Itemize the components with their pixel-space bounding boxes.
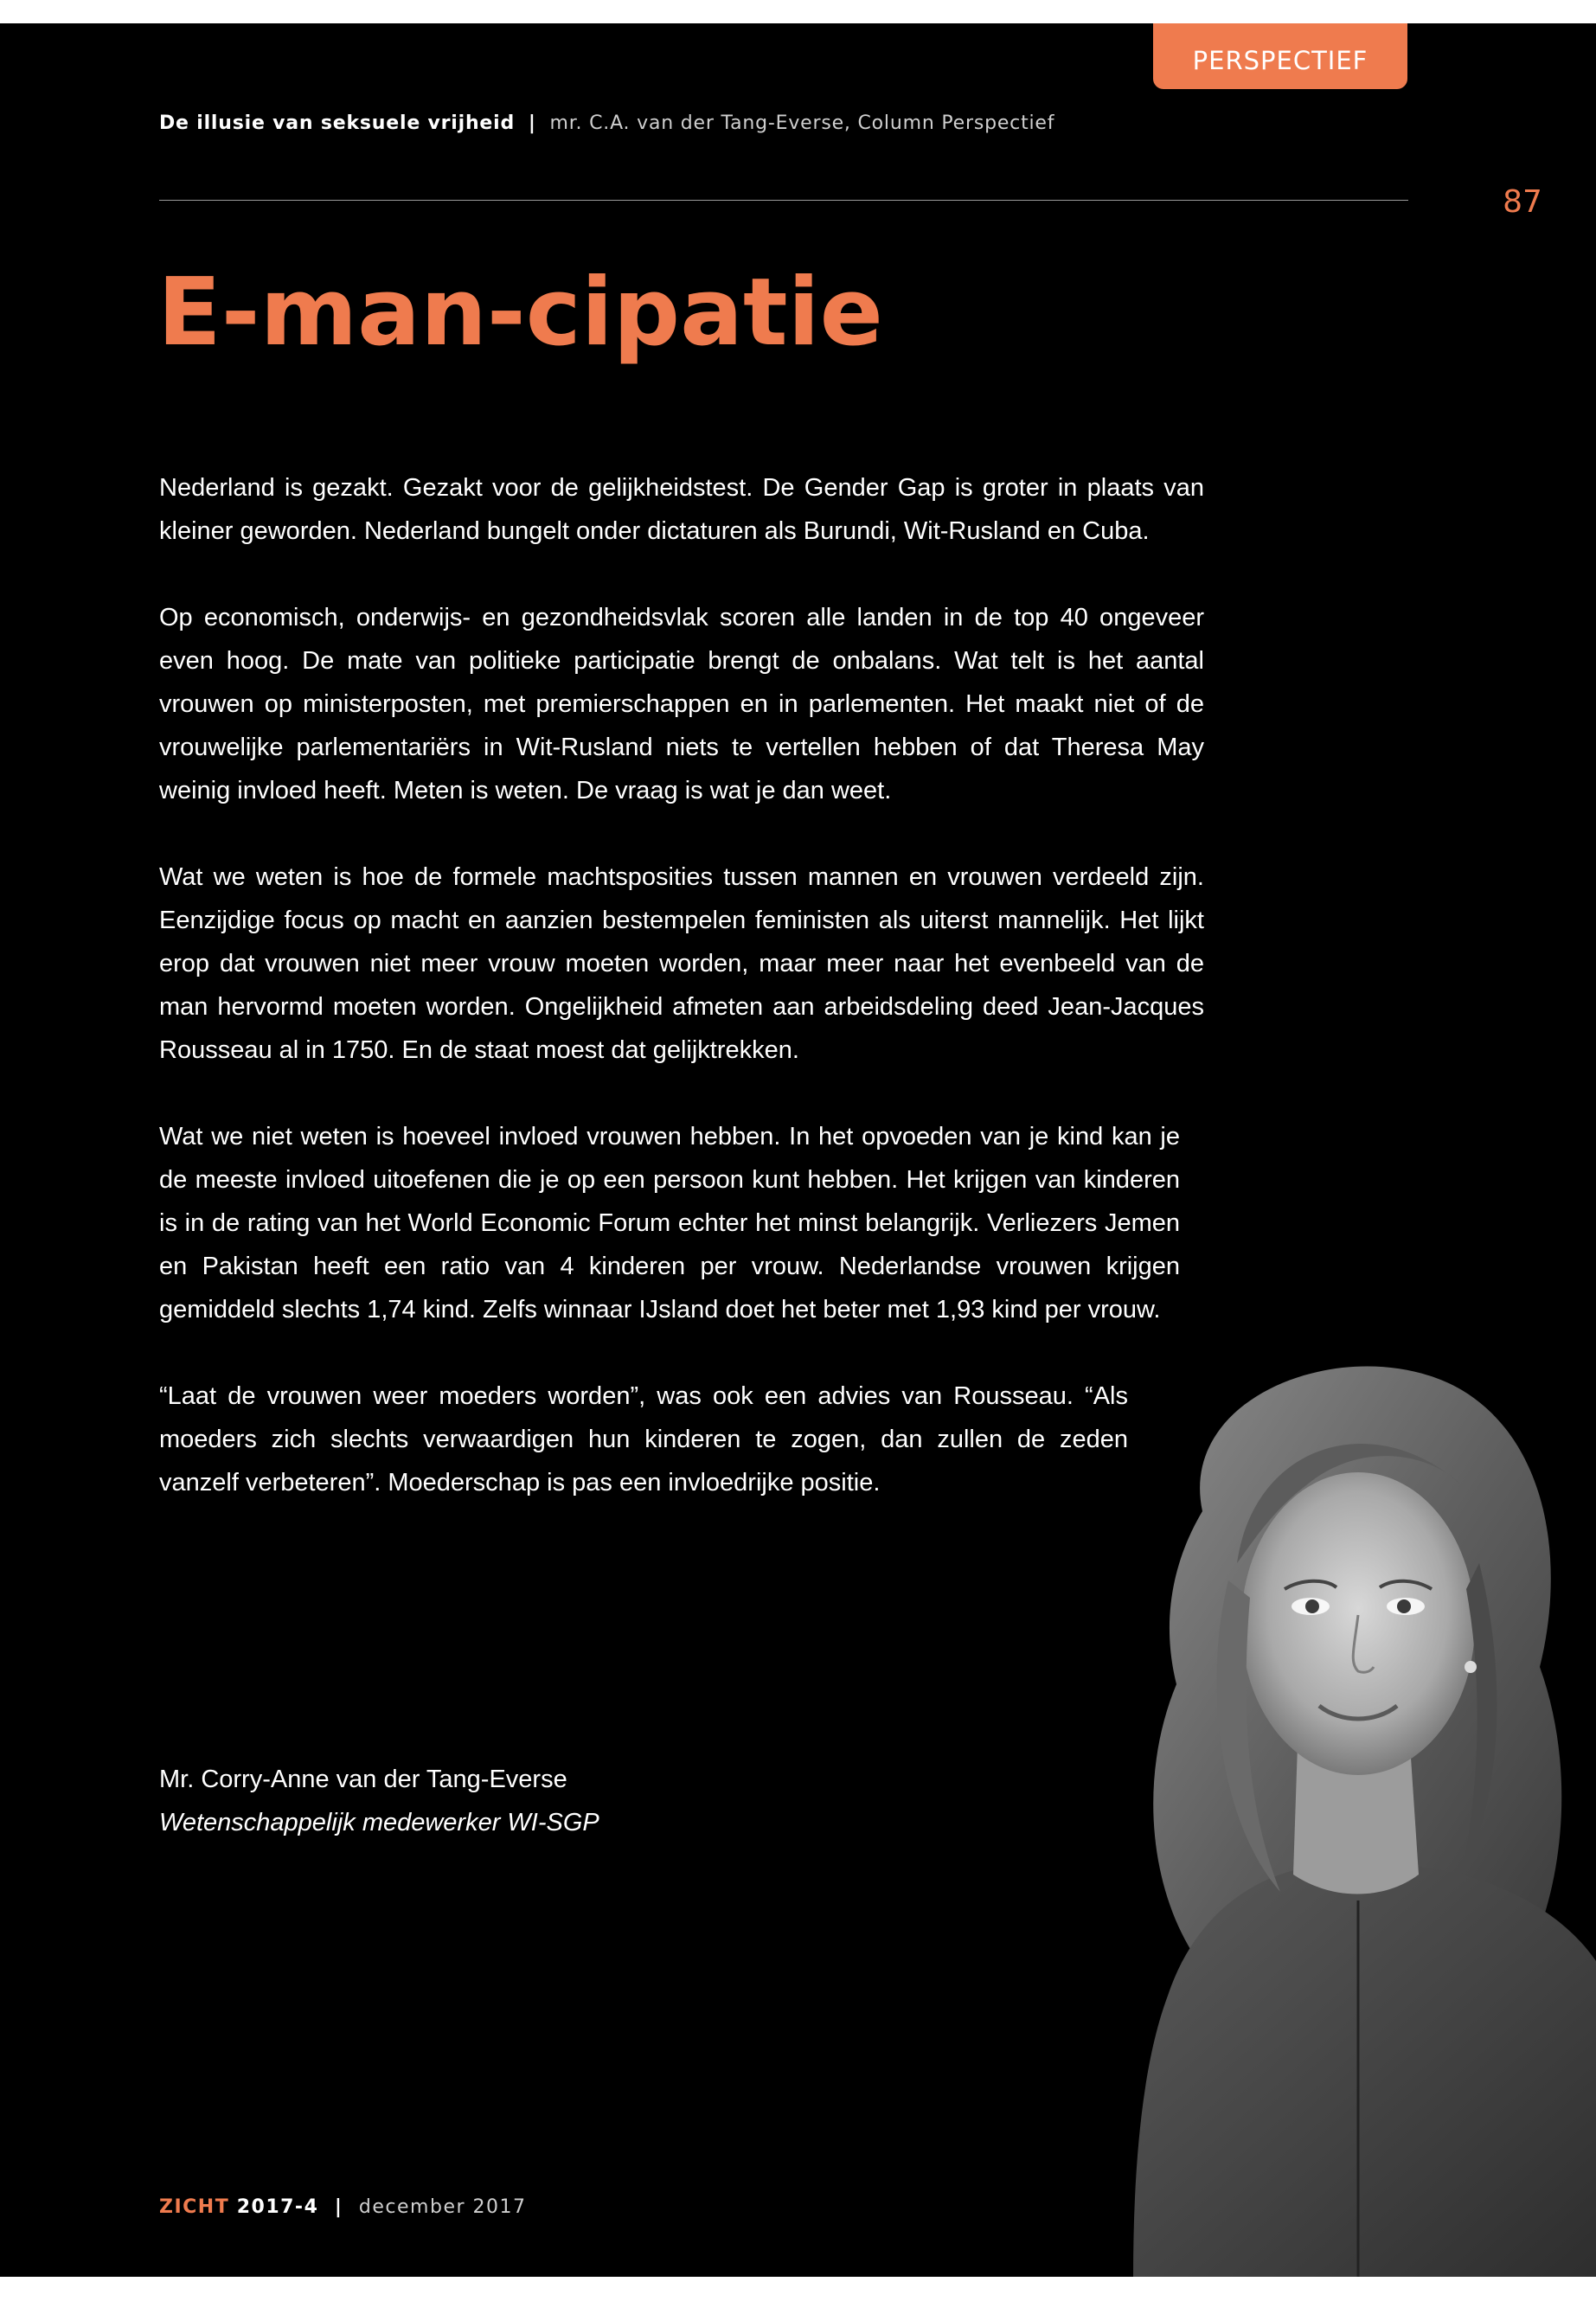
footer-issue: 2017-4 — [236, 2196, 319, 2218]
footer-brand: ZICHT — [159, 2196, 230, 2218]
magazine-page — [0, 23, 1596, 2277]
running-header-separator: | — [528, 112, 536, 134]
page-footer — [159, 2196, 527, 2218]
signature-role: Wetenschappelijk medewerker WI-SGP — [159, 1809, 599, 1836]
paragraph-4: Wat we niet weten is hoeveel invloed vrouwen hebben. In het opvoeden van je kind kan je de meeste invloed uitoefenen die je op een persoon kunt hebben. Het krijgen van kinderen is in de rating van het World Economic Forum echter het minst belangrijk. Verliezers Jemen en Pakistan heeft een ratio van 4 kinderen per vrouw. Nederlandse vrouwen krijgen gemiddeld slechts 1,74 kind. Zelfs winnaar IJsland doet het beter met 1,93 kind per vrouw. — [159, 1123, 1180, 1324]
paragraph-3: Wat we weten is hoe de formele machtsposities tussen mannen en vrouwen verdeeld zijn. Eenzijdige focus op macht en aanzien bestempelen feministen als uiterst mannelijk. Het lijkt erop dat vrouwen niet meer vrouw moeten worden, maar meer naar het evenbeeld van de man hervormd moeten worden. Ongelijkheid afmeten aan arbeidsdeling deed Jean-Jacques Rousseau al in 1750. En de staat moest dat gelijktrekken. — [159, 863, 1204, 1064]
paragraph-2: Op economisch, onderwijs- en gezondheidsvlak scoren alle landen in de top 40 ongeveer even hoog. De mate van politieke participatie brengt de onbalans. Wat telt is het aantal vrouwen op ministerposten, met premierschappen en in parlementen. Het maakt niet of de vrouwelijke parlementariërs in Wit-Rusland niets te vertellen hebben of dat Theresa May weinig invloed heeft. Meten is weten. De vraag is wat je dan weet. — [159, 604, 1204, 804]
running-header-title: De illusie van seksuele vrijheid — [159, 112, 516, 134]
author-signature — [159, 1758, 599, 1844]
paragraph-5: “Laat de vrouwen weer moeders worden”, was ook een advies van Rousseau. “Als moeders zich slechts verwaardigen hun kinderen te zogen, dan zullen de zeden vanzelf verbeteren”. Moederschap is pas een invloedrijke positie. — [159, 1382, 1128, 1497]
footer-separator: | — [334, 2196, 343, 2218]
running-header-author: mr. C.A. van der Tang-Everse, Column Perspectief — [549, 112, 1055, 134]
article-title: E-man-cipatie — [157, 259, 883, 367]
footer-date: december 2017 — [358, 2196, 527, 2218]
header-divider — [159, 200, 1408, 201]
signature-name: Mr. Corry-Anne van der Tang-Everse — [159, 1766, 567, 1793]
article-body — [159, 466, 1204, 1548]
author-portrait — [1099, 1338, 1596, 2277]
paragraph-1: Nederland is gezakt. Gezakt voor de gelijkheidstest. De Gender Gap is groter in plaats van kleiner geworden. Nederland bungelt onder dictaturen als Burundi, Wit-Rusland en Cuba. — [159, 474, 1204, 545]
running-header — [159, 112, 1054, 134]
section-tab: PERSPECTIEF — [1153, 23, 1407, 89]
page-number: 87 — [1503, 184, 1542, 220]
